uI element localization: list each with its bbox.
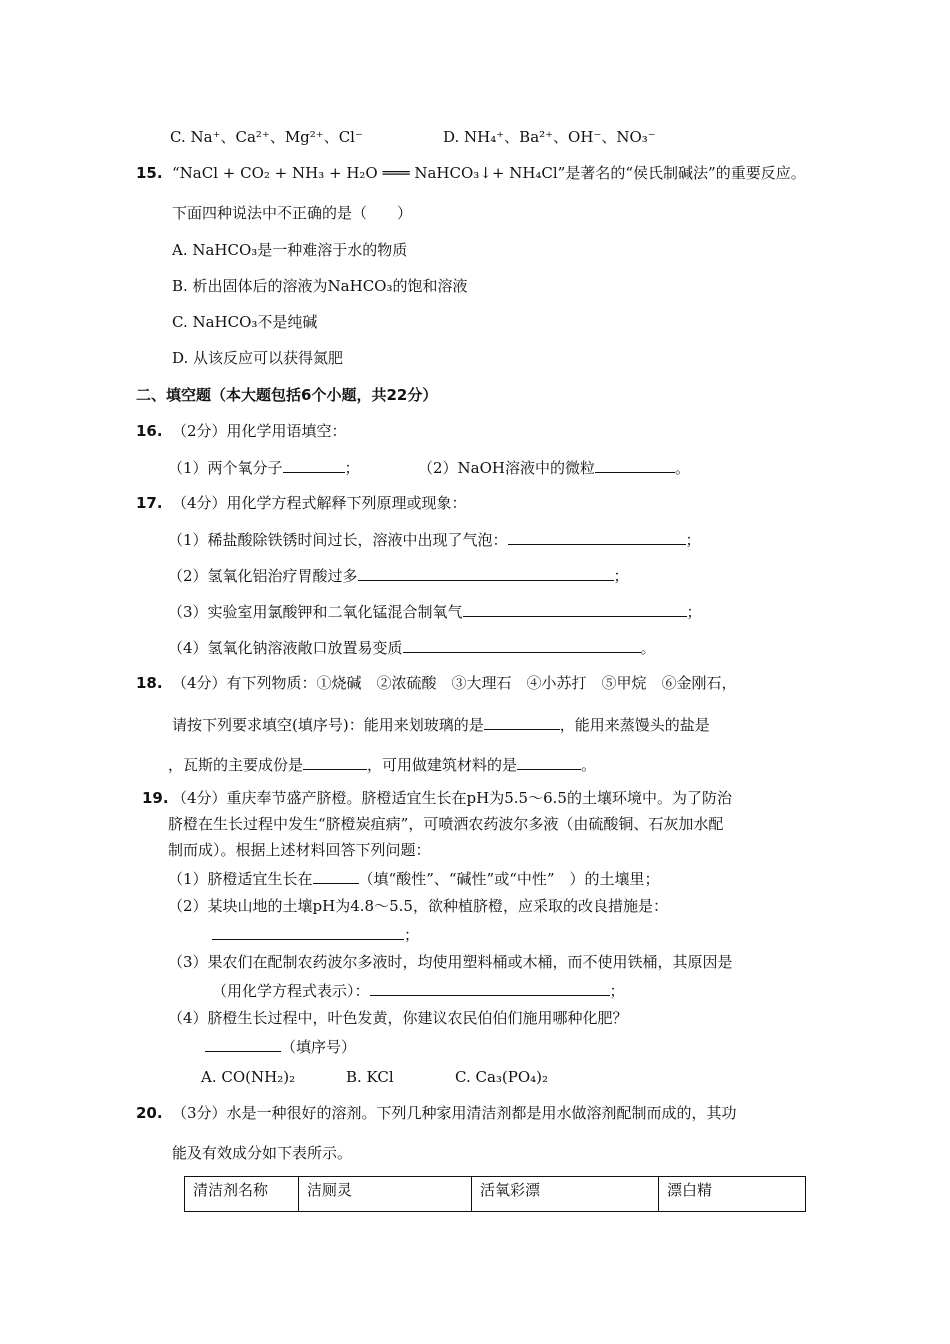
q17-part3-end: ； (686, 603, 702, 621)
q19-part4-answer (205, 1036, 356, 1057)
q17-stem: （4分）用化学方程式解释下列原理或现象： (172, 494, 467, 512)
q19-part3-answer (212, 980, 625, 1001)
q19-option-b: B. KCl (346, 1068, 394, 1086)
cleaner-table (184, 1176, 806, 1212)
q17-part2-text: （2）氢氧化铝治疗胃酸过多 (168, 567, 358, 585)
q20-stem: （3分）水是一种很好的溶剂。下列几种家用清洁剂都是用水做溶剂配制而成的，其功 (172, 1104, 737, 1122)
q15-option-c: C. NaHCO₃不是纯碱 (172, 313, 318, 331)
q18-stem: （4分）有下列物质：①烧碱 ②浓硫酸 ③大理石 ④小苏打 ⑤甲烷 ⑥金刚石， (172, 674, 737, 692)
q20-number: 20. (136, 1104, 163, 1122)
q19-part4: （4）脐橙生长过程中，叶色发黄，你建议农民伯伯们施用哪种化肥？ (168, 1009, 628, 1027)
q18-number: 18. (136, 674, 163, 692)
q16-part2-end: 。 (675, 459, 691, 477)
q19-part2-end: ； (404, 926, 420, 944)
q19-part2-answer (212, 924, 419, 945)
q19-number: 19. (142, 789, 169, 807)
q18-line2-b: ，能用来蒸馒头的盐是 (559, 716, 710, 734)
q19-part4-b: （填序号） (281, 1038, 357, 1056)
q18-line3-b: ，可用做建筑材料的是 (367, 756, 518, 774)
q19-stem: （4分）重庆奉节盛产脐橙。脐橙适宜生长在pH为5.5～6.5的土壤环境中。为了防治 (172, 789, 732, 807)
q17-part2-end: ； (613, 567, 629, 585)
q18-blank-3[interactable] (517, 754, 581, 770)
q16-part1 (168, 457, 360, 478)
table-cell-bleach-powder: 漂白精 (659, 1177, 806, 1212)
q15-prompt: 下面四种说法中不正确的是（ ） (172, 204, 413, 222)
q18-line3-a: ，瓦斯的主要成份是 (168, 756, 304, 774)
q19-part1-b: （填“酸性”、“碱性”或“中性” ）的土壤里； (358, 870, 660, 888)
q17-part3-text: （3）实验室用氯酸钾和二氧化锰混合制氧气 (168, 603, 463, 621)
q15-option-a: A. NaHCO₃是一种难溶于水的物质 (172, 241, 408, 259)
q19-part2: （2）某块山地的土壤pH为4.8～5.5，欲种植脐橙，应采取的改良措施是： (168, 897, 668, 915)
q17-blank-4[interactable] (403, 637, 641, 653)
q18-line2 (172, 714, 710, 735)
q17-number: 17. (136, 494, 163, 512)
q19-option-c: C. Ca₃(PO₄)₂ (455, 1068, 549, 1086)
q18-blank-1[interactable] (484, 714, 560, 730)
table-cell-toilet-cleaner: 洁厕灵 (299, 1177, 472, 1212)
q19-option-a: A. CO(NH₂)₂ (201, 1068, 296, 1086)
q16-stem: （2分）用化学用语填空： (172, 422, 347, 440)
q19-blank-1[interactable] (313, 868, 359, 884)
q19-blank-2[interactable] (212, 924, 404, 940)
q17-blank-3[interactable] (463, 601, 687, 617)
q17-part3 (168, 601, 702, 622)
q15-number: 15. (136, 164, 163, 182)
q17-blank-1[interactable] (508, 529, 686, 545)
q15-option-d: D. 从该反应可以获得氮肥 (172, 349, 344, 367)
table-cell-oxygen-bleach: 活氧彩漂 (472, 1177, 659, 1212)
q16-part2 (418, 457, 690, 478)
section-title: 二、填空题（本大题包括6个小题，共22分） (136, 386, 438, 404)
q16-part1-text: （1）两个氧分子 (168, 459, 283, 477)
q18-line3-c: 。 (581, 756, 597, 774)
q19-part3: （3）果农们在配制农药波尔多液时，均使用塑料桶或木桶，而不使用铁桶，其原因是 (168, 953, 733, 971)
q17-part1-end: ； (685, 531, 701, 549)
q18-line3 (168, 754, 596, 775)
q19-part3-b: （用化学方程式表示）： (212, 982, 370, 1000)
q16-part1-end: ； (344, 459, 360, 477)
q16-blank-1[interactable] (283, 457, 345, 473)
q19-line3: 制而成）。根据上述材料回答下列问题： (168, 841, 431, 859)
q16-number: 16. (136, 422, 163, 440)
q19-blank-3[interactable] (370, 980, 610, 996)
q17-part4 (168, 637, 656, 658)
q19-part3-end: ； (609, 982, 625, 1000)
q17-blank-2[interactable] (358, 565, 614, 581)
q16-part2-text: （2）NaOH溶液中的微粒 (418, 459, 595, 477)
q19-blank-4[interactable] (205, 1036, 281, 1052)
q18-line2-a: 请按下列要求填空(填序号)：能用来划玻璃的是 (172, 716, 484, 734)
q19-line2: 脐橙在生长过程中发生“脐橙炭疽病”，可喷洒农药波尔多液（由硫酸铜、石灰加水配 (168, 815, 724, 833)
q14-option-c: C. Na⁺、Ca²⁺、Mg²⁺、Cl⁻ (170, 128, 363, 146)
q16-blank-2[interactable] (595, 457, 675, 473)
q14-option-d: D. NH₄⁺、Ba²⁺、OH⁻、NO₃⁻ (443, 128, 656, 146)
q19-part1-a: （1）脐橙适宜生长在 (168, 870, 313, 888)
q17-part2 (168, 565, 629, 586)
q15-stem: “NaCl + CO₂ + NH₃ + H₂O ═══ NaHCO₃↓+ NH₄Cl”是著名的“侯氏制碱法”的重要反应。 (172, 164, 806, 182)
table-row (185, 1177, 806, 1212)
q17-part4-text: （4）氢氧化钠溶液敞口放置易变质 (168, 639, 403, 657)
q17-part1 (168, 529, 701, 550)
q15-option-b: B. 析出固体后的溶液为NaHCO₃的饱和溶液 (172, 277, 468, 295)
q20-line2: 能及有效成分如下表所示。 (172, 1144, 353, 1162)
table-cell-name-header: 清洁剂名称 (185, 1177, 299, 1212)
q19-part1 (168, 868, 660, 889)
q17-part1-text: （1）稀盐酸除铁锈时间过长，溶液中出现了气泡： (168, 531, 508, 549)
q17-part4-end: 。 (640, 639, 656, 657)
q18-blank-2[interactable] (303, 754, 367, 770)
